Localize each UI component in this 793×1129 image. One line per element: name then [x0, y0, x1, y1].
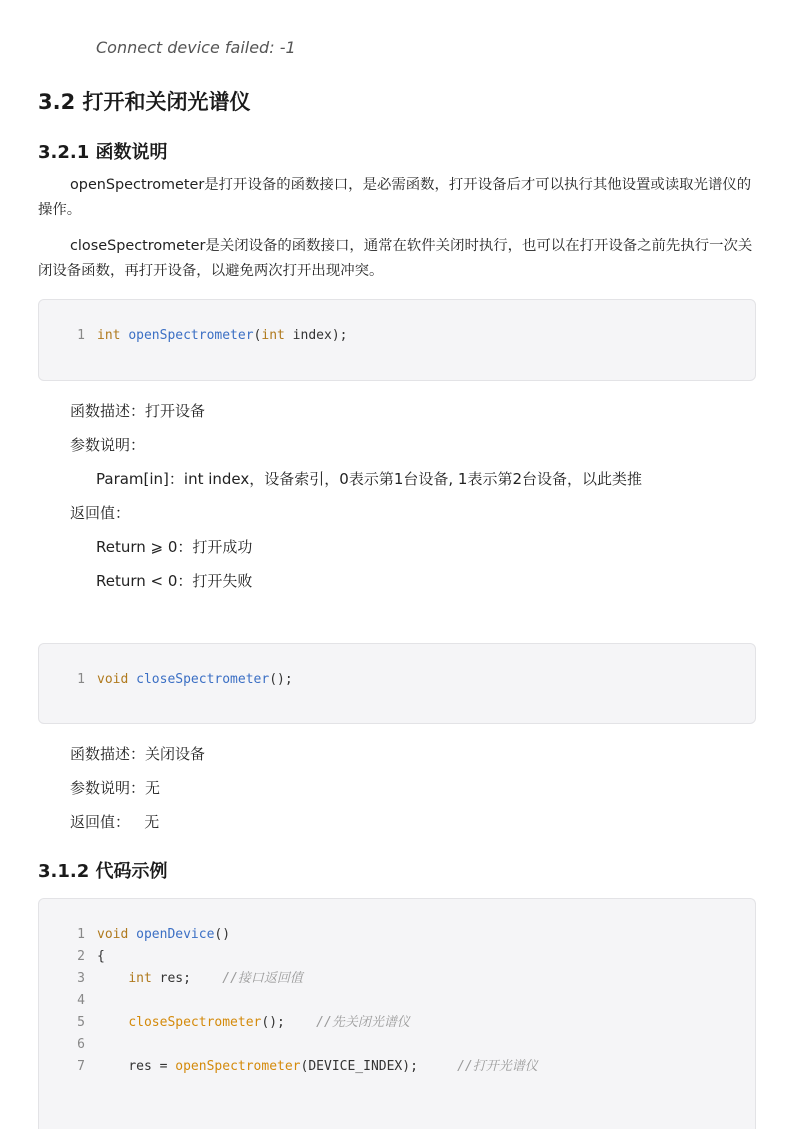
open-param-in: Param[in]：int index，设备索引，0表示第1台设备, 1表示第2台设备，以此类推 — [96, 470, 642, 488]
code-function-name: closeSpectrometer — [136, 672, 270, 687]
section-title: 3.2 打开和关闭光谱仪 — [38, 90, 251, 114]
code-function-call: openSpectrometer — [175, 1059, 301, 1074]
code-comment: //打开光谱仪 — [457, 1059, 538, 1074]
code-comment: //先关闭光谱仪 — [316, 1015, 410, 1030]
code-function-call: closeSpectrometer — [128, 1015, 262, 1030]
code-line — [39, 990, 97, 1012]
code-line — [39, 1056, 538, 1078]
code-line — [39, 946, 105, 968]
open-params-label: 参数说明： — [70, 436, 146, 454]
code-block-open-spectrometer — [38, 299, 756, 381]
code-text: (); — [269, 672, 293, 687]
line-number: 5 — [77, 1015, 85, 1030]
code-text: index); — [284, 328, 348, 343]
code-keyword: void — [97, 672, 129, 687]
paragraph-open-spectrometer: openSpectrometer是打开设备的函数接口，是必需函数，打开设备后才可以执行其他设置或读取光谱仪的操作。 — [38, 177, 752, 218]
code-line — [39, 1012, 410, 1034]
code-keyword: void — [97, 927, 129, 942]
code-keyword: int — [97, 328, 121, 343]
line-number: 4 — [77, 993, 85, 1008]
subsection-title-function-desc: 3.2.1 函数说明 — [38, 142, 168, 163]
connect-failed-text: Connect device failed: -1 — [96, 38, 296, 57]
line-number: 2 — [77, 949, 85, 964]
code-keyword: int — [128, 971, 152, 986]
line-number: 1 — [77, 328, 85, 343]
paragraph-close-spectrometer: closeSpectrometer是关闭设备的函数接口，通常在软件关闭时执行，也可以在打开设备之前先执行一次关闭设备函数，再打开设备，以避免两次打开出现冲突。 — [38, 238, 753, 279]
open-desc-text: 函数描述：打开设备 — [70, 402, 206, 420]
line-number: 3 — [77, 971, 85, 986]
code-line — [39, 924, 230, 946]
close-desc-text: 函数描述：关闭设备 — [70, 745, 206, 763]
code-text: (DEVICE_INDEX); — [300, 1059, 418, 1074]
line-number: 6 — [77, 1037, 85, 1052]
code-text: res; — [151, 971, 191, 986]
line-number: 1 — [77, 927, 85, 942]
code-text: () — [214, 927, 231, 942]
open-return-label: 返回值： — [70, 504, 131, 522]
code-comment: //接口返回值 — [222, 971, 303, 986]
code-paren: ( — [253, 328, 262, 343]
close-return: 返回值： 无 — [70, 813, 160, 831]
code-line — [39, 669, 293, 691]
code-block-close-spectrometer — [38, 643, 756, 724]
code-function-name: openSpectrometer — [128, 328, 254, 343]
code-text: { — [97, 949, 105, 964]
close-params: 参数说明：无 — [70, 779, 161, 797]
code-function-name: openDevice — [136, 927, 215, 942]
code-keyword: int — [261, 328, 285, 343]
code-line — [39, 1034, 97, 1056]
code-text: (); — [261, 1015, 285, 1030]
subsection-title-code-example: 3.1.2 代码示例 — [38, 861, 168, 882]
line-number: 7 — [77, 1059, 85, 1074]
open-return-fail: Return < 0：打开失败 — [96, 572, 253, 590]
code-block-example — [38, 898, 756, 1129]
code-line — [39, 325, 347, 347]
code-text: res = — [128, 1059, 176, 1074]
code-line — [39, 968, 303, 990]
open-return-ok: Return ⩾ 0：打开成功 — [96, 538, 253, 556]
line-number: 1 — [77, 672, 85, 687]
